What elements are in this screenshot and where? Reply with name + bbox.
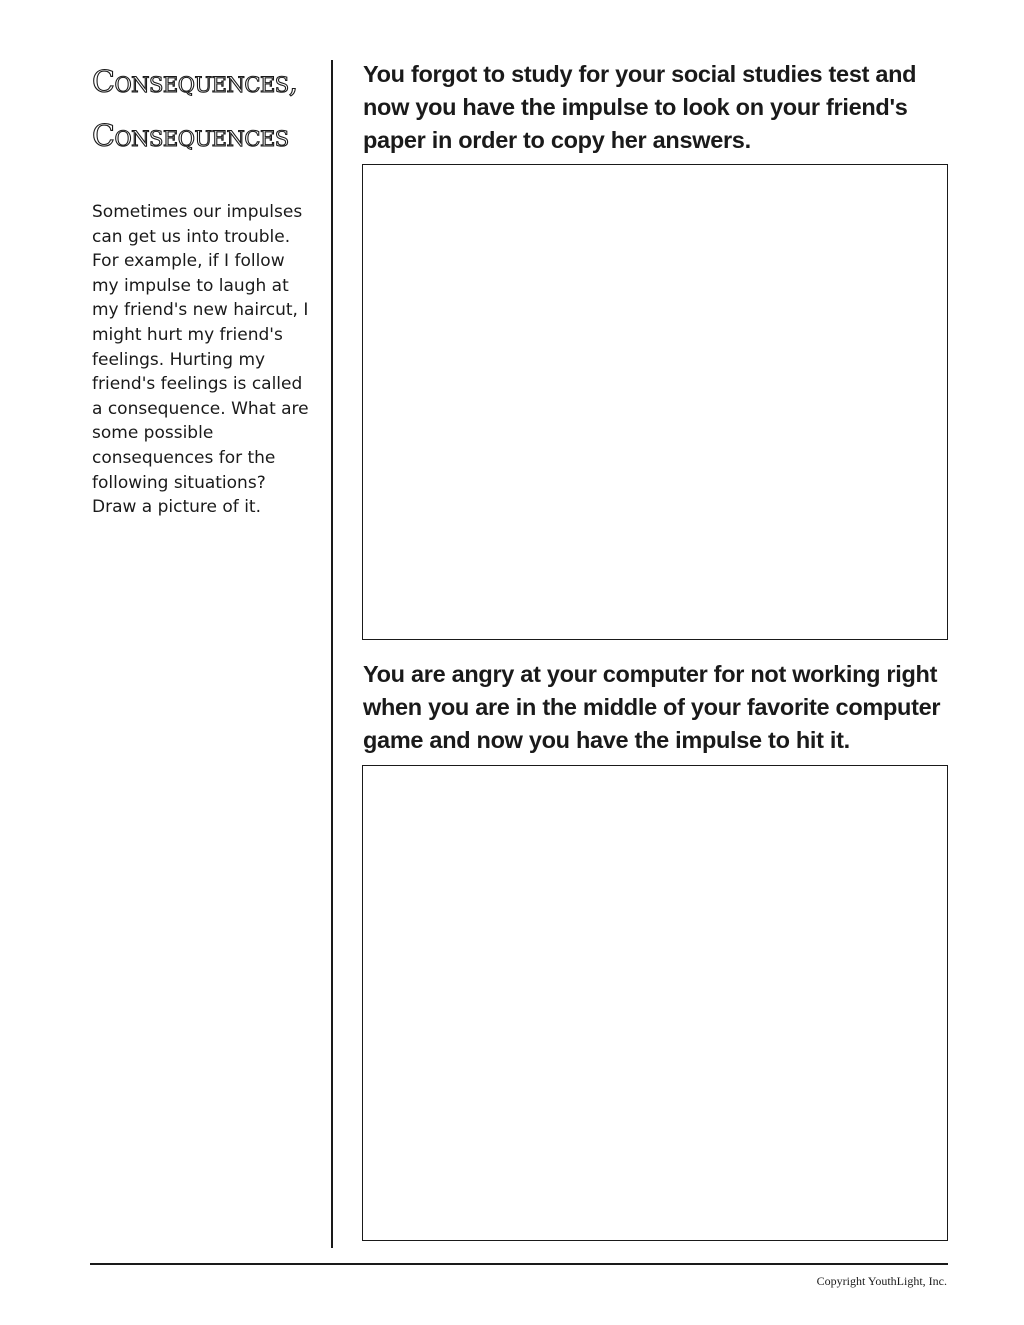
copyright-notice: Copyright YouthLight, Inc. — [816, 1274, 947, 1288]
drawing-box-2[interactable] — [362, 765, 948, 1241]
drawing-box-1[interactable] — [362, 164, 948, 640]
page-title: Consequences, Consequences — [92, 65, 298, 154]
situation-prompt-1: You forgot to study for your social studies test and now you have the impulse to look on your friend's paper in order to copy her answers. — [363, 61, 917, 153]
situation-prompt-2: You are angry at your computer for not working right when you are in the middle of your favorite computer game and now you have the impulse to hit it. — [363, 661, 941, 753]
intro-paragraph: Sometimes our impulses can get us into trouble. For example, if I follow my impulse to laugh at my friend's new haircut, I might hurt my friend's feelings. Hurting my friend's feelings is called a consequence. What are some possible consequences for the following situations? Draw a picture of it. — [92, 202, 309, 518]
footer-divider — [90, 1263, 948, 1265]
vertical-divider — [331, 60, 333, 1248]
